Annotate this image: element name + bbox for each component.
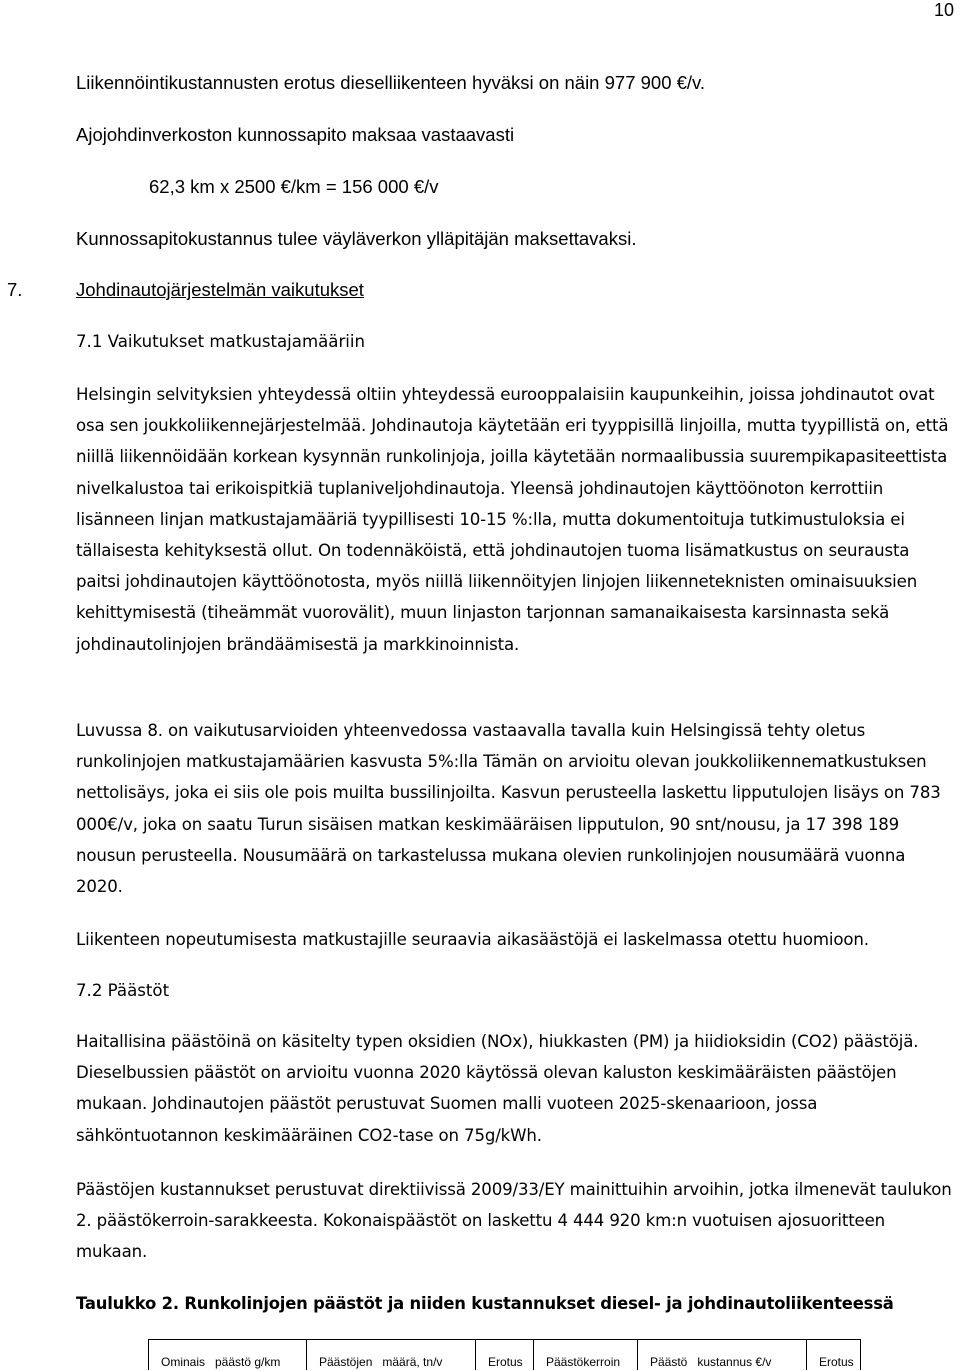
table-header-cell [307,1340,476,1371]
section-7-2-heading: 7.2 Päästöt [76,981,170,1000]
header-difference: Erotus [488,1355,523,1369]
emissions-table [148,1339,861,1370]
table-header-cell [476,1340,534,1371]
section-7-1-heading: 7.1 Vaikutukset matkustajamääriin [76,332,366,351]
header-specific-emission: Ominais päästö g/km [161,1355,281,1369]
paragraph-time-savings: Liikenteen nopeutumisesta matkustajille seuraavia aikasäästöjä ei laskelmassa otettu huomioon. [76,930,869,949]
header-emission-factor: Päästökerroin [546,1355,621,1369]
table-2-caption: Taulukko 2. Runkolinjojen päästöt ja niiden kustannukset diesel- ja johdinautoliikenteessä [76,1294,894,1313]
table-header-cell [807,1340,861,1371]
paragraph-emission-costs: Päästöjen kustannukset perustuvat direktiivissä 2009/33/EY mainittuihin arvoihin, jotka ilmenevät taulukon 2. päästökerroin-sarakkeesta. Kokonaispäästöt on laskettu 4 444 920 km:n vuotuisen ajosuoritteen mukaan. [76,1180,952,1262]
section-7-title: Johdinautojärjestelmän vaikutukset [76,279,364,300]
paragraph-emissions: Haitallisina päästöinä on käsitelty typen oksidien (NOx), hiukkasten (PM) ja hiidioksidin (CO2) päästöjä. Dieselbussien päästöt on arvioitu vuonna 2020 käytössä olevan kaluston keskimääräisten päästöjen mukaan. Johdinautojen päästöt perustuvat Suomen malli vuoteen 2025-skenaarioon, jossa sähköntuotannon keskimääräinen CO2-tase on 75g/kWh. [76,1032,919,1145]
maintenance-formula: 62,3 km x 2500 €/km = 156 000 €/v [149,176,439,197]
section-7-heading: 7. Johdinautojärjestelmän vaikutukset [7,279,364,300]
header-difference-2: Erotus [819,1355,854,1369]
header-emission-amount: Päästöjen määrä, tn/v [319,1355,443,1369]
intro-line-operating-cost: Liikennöintikustannusten erotus dieselliikenteen hyväksi on näin 977 900 €/v. [76,72,706,93]
table-header-cell [149,1340,307,1371]
page-number: 10 [933,0,954,20]
paragraph-chapter-8: Luvussa 8. on vaikutusarvioiden yhteenvedossa vastaavalla tavalla kuin Helsingissä tehty oletus runkolinjojen matkustajamäärien kasvusta 5%:lla Tämän on arvioitu olevan joukkoliikennematkustuksen nettolisäys, joka ei siis ole pois muilta bussilinjoilta. Kasvun perusteella laskettu lipputulojen lisäys on 783 000€/v, joka on saatu Turun sisäisen matkan keskimääräisen lipputulon, 90 snt/nousu, ja 17 398 189 nousun perusteella. Nousumäärä on tarkastelussa mukana olevien runkolinjojen nousumäärä vuonna 2020. [76,721,941,897]
table-header-cell [638,1340,807,1371]
intro-line-maintainer: Kunnossapitokustannus tulee väyläverkon ylläpitäjän maksettavaksi. [76,228,637,249]
paragraph-european-cities: Helsingin selvityksien yhteydessä oltiin yhteydessä eurooppalaisiin kaupunkeihin, joissa johdinautot ovat osa sen joukkoliikennejärjestelmää. Johdinautoja käytetään eri tyyppisillä linjoilla, mutta tyypillistä on, että niillä liikennöidään korkean kysynnän runkolinjoja, joilla käytetään normaalibussia suurempikapasiteettista nivelkalustoa tai erikoispitkiä tuplaniveljohdinautoja. Yleensä johdinautojen käyttöönoton kerrottiin lisänneen linjan matkustajamääriä tyypillisesti 10-15 %:lla, mutta dokumentoituja tutkimustuloksia ei tällaisesta kehityksestä ollut. On todennäköistä, että johdinautojen tuoma lisämatkustus on seurausta paitsi johdinautojen käyttöönotosta, myös niillä liikennöityjen linjojen liikenneteknisten ominaisuuksien kehittymisestä (tiheämmät vuorovälit), muun linjaston tarjonnan samanaikaisesta karsinnasta sekä johdinautolinjojen brändäämisestä ja markkinoinnista. [76,385,949,654]
table-header-row [149,1340,861,1371]
intro-line-overhead-maintenance: Ajojohdinverkoston kunnossapito maksaa vastaavasti [76,124,515,145]
table-header-cell [534,1340,638,1371]
header-emission-cost: Päästö kustannus €/v [650,1355,772,1369]
